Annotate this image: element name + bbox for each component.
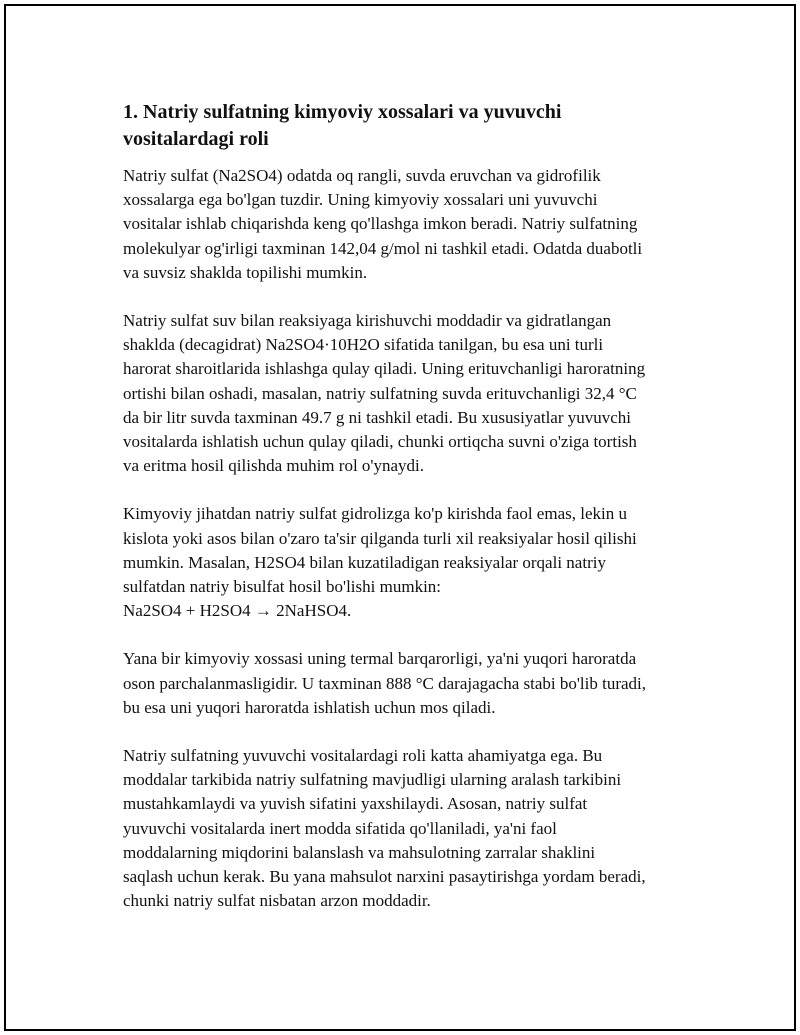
text-line: molekulyar og'irligi taxminan 142,04 g/mol ni tashkil etadi. Odatda duabotli bbox=[123, 238, 643, 258]
paragraph-2 bbox=[123, 309, 698, 478]
text-line: yuvuvchi vositalarda inert modda sifatida qo'llaniladi, ya'ni faol bbox=[123, 818, 557, 838]
paragraph-3 bbox=[123, 502, 698, 623]
title-line: 1. Natriy sulfatning kimyoviy xossalari va yuvuvchi bbox=[123, 101, 562, 123]
paragraph-4 bbox=[123, 647, 698, 720]
text-line: va eritma hosil qilishda muhim rol o'ynaydi. bbox=[123, 456, 424, 476]
text-line: xossalarga ega bo'lgan tuzdir. Uning kimyoviy xossalari uni yuvuvchi bbox=[123, 190, 598, 210]
text-line: chunki natriy sulfat nisbatan arzon moddadir. bbox=[123, 891, 431, 911]
text-line: da bir litr suvda taxminan 49.7 g ni tashkil etadi. Bu xususiyatlar yuvuvchi bbox=[123, 407, 632, 427]
text-line: Yana bir kimyoviy xossasi uning termal barqarorligi, ya'ni yuqori haroratda bbox=[123, 649, 637, 669]
text-line: Natriy sulfat suv bilan reaksiyaga kirishuvchi moddadir va gidratlangan bbox=[123, 311, 612, 331]
text-line: mumkin. Masalan, H2SO4 bilan kuzatiladigan reaksiyalar orqali natriy bbox=[123, 552, 606, 572]
text-line: shaklda (decagidrat) Na2SO4·10H2O sifatida tanilgan, bu esa uni turli bbox=[123, 335, 604, 355]
text-line: mustahkamlaydi va yuvish sifatini yaxshilaydi. Asosan, natriy sulfat bbox=[123, 794, 588, 814]
page-frame bbox=[4, 4, 796, 1031]
text-line: vositalar ishlab chiqarishda keng qo'llashga imkon beradi. Natriy sulfatning bbox=[123, 214, 638, 234]
paragraph-5 bbox=[123, 744, 698, 913]
text-line: Kimyoviy jihatdan natriy sulfat gidrolizga ko'p kirishda faol emas, lekin u bbox=[123, 504, 627, 524]
text-line: kislota yoki asos bilan o'zaro ta'sir qilganda turli xil reaksiyalar hosil qilishi bbox=[123, 528, 637, 548]
text-line: oson parchalanmasligidir. U taxminan 888 °C darajagacha stabi bo'lib turadi, bbox=[123, 673, 647, 693]
title-line: vositalardagi roli bbox=[123, 128, 269, 150]
document-title bbox=[123, 99, 698, 153]
text-line: ortishi bilan oshadi, masalan, natriy sulfatning suvda erituvchanligi 32,4 °C bbox=[123, 383, 637, 403]
paragraph-1 bbox=[123, 164, 698, 285]
text-line: va suvsiz shaklda topilishi mumkin. bbox=[123, 262, 368, 282]
text-line: moddalar tarkibida natriy sulfatning mavjudligi ularning aralash tarkibini bbox=[123, 770, 622, 790]
document-body bbox=[123, 99, 698, 937]
text-line: vositalarda ishlatish uchun qulay qiladi, chunki ortiqcha suvni o'ziga tortish bbox=[123, 432, 637, 452]
text-line: bu esa uni yuqori haroratda ishlatish uchun mos qiladi. bbox=[123, 697, 496, 717]
chemical-equation: Na2SO4 + H2SO4 → 2NaHSO4. bbox=[123, 601, 352, 621]
text-line: Natriy sulfat (Na2SO4) odatda oq rangli, suvda eruvchan va gidrofilik bbox=[123, 166, 601, 185]
text-line: sulfatdan natriy bisulfat hosil bo'lishi mumkin: bbox=[123, 577, 442, 597]
text-line: moddalarning miqdorini balanslash va mahsulotning zarralar shaklini bbox=[123, 842, 596, 862]
text-line: saqlash uchun kerak. Bu yana mahsulot narxini pasaytirishga yordam beradi, bbox=[123, 867, 646, 887]
text-line: harorat sharoitlarida ishlashga qulay qiladi. Uning erituvchanligi haroratning bbox=[123, 359, 646, 379]
text-line: Natriy sulfatning yuvuvchi vositalardagi roli katta ahamiyatga ega. Bu bbox=[123, 746, 603, 766]
